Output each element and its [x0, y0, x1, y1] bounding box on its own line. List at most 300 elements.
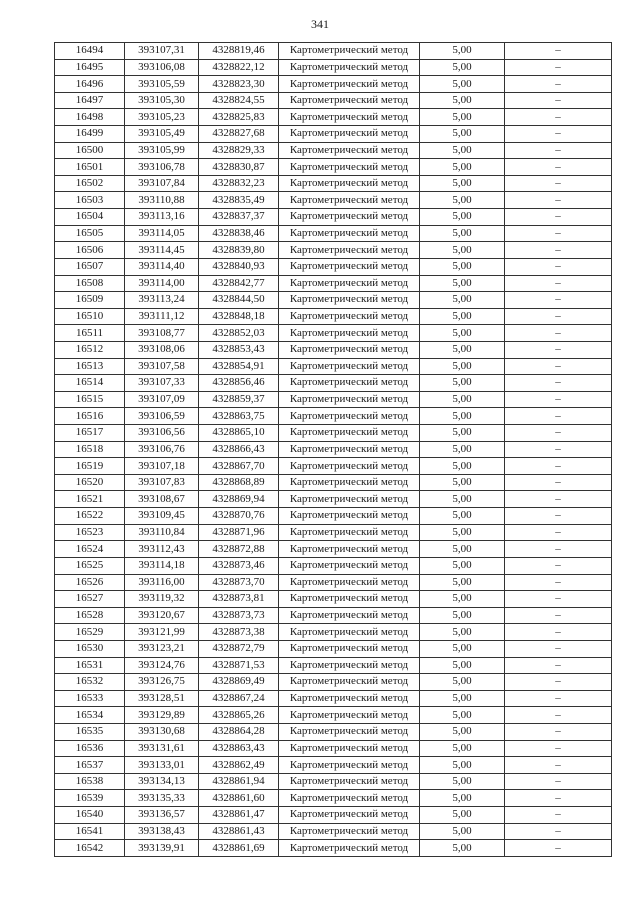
- point-number-cell: 16510: [55, 308, 125, 325]
- point-number-cell: 16496: [55, 76, 125, 93]
- accuracy-cell: 5,00: [420, 43, 505, 60]
- description-cell: –: [505, 690, 612, 707]
- method-cell: Картометрический метод: [279, 508, 420, 525]
- description-cell: –: [505, 142, 612, 159]
- accuracy-cell: 5,00: [420, 209, 505, 226]
- table-row: [55, 757, 612, 774]
- accuracy-cell: 5,00: [420, 740, 505, 757]
- table-row: [55, 640, 612, 657]
- x-coordinate-cell: 393106,78: [125, 159, 199, 176]
- x-coordinate-cell: 393128,51: [125, 690, 199, 707]
- point-number-cell: 16517: [55, 425, 125, 442]
- method-cell: Картометрический метод: [279, 524, 420, 541]
- table-row: [55, 126, 612, 143]
- description-cell: –: [505, 591, 612, 608]
- description-cell: –: [505, 275, 612, 292]
- y-coordinate-cell: 4328869,94: [199, 491, 279, 508]
- accuracy-cell: 5,00: [420, 707, 505, 724]
- description-cell: –: [505, 59, 612, 76]
- point-number-cell: 16533: [55, 690, 125, 707]
- accuracy-cell: 5,00: [420, 341, 505, 358]
- table-row: [55, 690, 612, 707]
- point-number-cell: 16494: [55, 43, 125, 60]
- x-coordinate-cell: 393130,68: [125, 723, 199, 740]
- accuracy-cell: 5,00: [420, 242, 505, 259]
- description-cell: –: [505, 541, 612, 558]
- method-cell: Картометрический метод: [279, 458, 420, 475]
- table-row: [55, 474, 612, 491]
- point-number-cell: 16531: [55, 657, 125, 674]
- y-coordinate-cell: 4328844,50: [199, 292, 279, 309]
- accuracy-cell: 5,00: [420, 557, 505, 574]
- accuracy-cell: 5,00: [420, 840, 505, 857]
- y-coordinate-cell: 4328869,49: [199, 674, 279, 691]
- method-cell: Картометрический метод: [279, 341, 420, 358]
- point-number-cell: 16503: [55, 192, 125, 209]
- table-row: [55, 524, 612, 541]
- table-row: [55, 624, 612, 641]
- method-cell: Картометрический метод: [279, 773, 420, 790]
- accuracy-cell: 5,00: [420, 441, 505, 458]
- description-cell: –: [505, 92, 612, 109]
- description-cell: –: [505, 175, 612, 192]
- y-coordinate-cell: 4328864,28: [199, 723, 279, 740]
- table-row: [55, 43, 612, 60]
- x-coordinate-cell: 393129,89: [125, 707, 199, 724]
- page-number: 341: [311, 17, 329, 31]
- y-coordinate-cell: 4328842,77: [199, 275, 279, 292]
- point-number-cell: 16505: [55, 225, 125, 242]
- coordinates-table: [54, 42, 612, 857]
- y-coordinate-cell: 4328861,94: [199, 773, 279, 790]
- method-cell: Картометрический метод: [279, 109, 420, 126]
- point-number-cell: 16511: [55, 325, 125, 342]
- table-row: [55, 557, 612, 574]
- description-cell: –: [505, 574, 612, 591]
- description-cell: –: [505, 425, 612, 442]
- point-number-cell: 16508: [55, 275, 125, 292]
- x-coordinate-cell: 393119,32: [125, 591, 199, 608]
- method-cell: Картометрический метод: [279, 640, 420, 657]
- table-row: [55, 773, 612, 790]
- point-number-cell: 16497: [55, 92, 125, 109]
- point-number-cell: 16512: [55, 341, 125, 358]
- method-cell: Картометрический метод: [279, 159, 420, 176]
- y-coordinate-cell: 4328873,38: [199, 624, 279, 641]
- x-coordinate-cell: 393107,09: [125, 391, 199, 408]
- x-coordinate-cell: 393106,56: [125, 425, 199, 442]
- table-row: [55, 192, 612, 209]
- table-row: [55, 341, 612, 358]
- table-row: [55, 258, 612, 275]
- y-coordinate-cell: 4328873,73: [199, 607, 279, 624]
- x-coordinate-cell: 393107,18: [125, 458, 199, 475]
- description-cell: –: [505, 159, 612, 176]
- point-number-cell: 16514: [55, 375, 125, 392]
- x-coordinate-cell: 393105,99: [125, 142, 199, 159]
- table-row: [55, 308, 612, 325]
- y-coordinate-cell: 4328830,87: [199, 159, 279, 176]
- x-coordinate-cell: 393113,16: [125, 209, 199, 226]
- x-coordinate-cell: 393107,33: [125, 375, 199, 392]
- accuracy-cell: 5,00: [420, 474, 505, 491]
- y-coordinate-cell: 4328873,81: [199, 591, 279, 608]
- table-row: [55, 358, 612, 375]
- table-row: [55, 491, 612, 508]
- y-coordinate-cell: 4328861,43: [199, 823, 279, 840]
- accuracy-cell: 5,00: [420, 458, 505, 475]
- method-cell: Картометрический метод: [279, 607, 420, 624]
- table-row: [55, 707, 612, 724]
- y-coordinate-cell: 4328873,46: [199, 557, 279, 574]
- x-coordinate-cell: 393106,08: [125, 59, 199, 76]
- accuracy-cell: 5,00: [420, 225, 505, 242]
- point-number-cell: 16536: [55, 740, 125, 757]
- x-coordinate-cell: 393105,23: [125, 109, 199, 126]
- table-row: [55, 408, 612, 425]
- point-number-cell: 16537: [55, 757, 125, 774]
- y-coordinate-cell: 4328863,75: [199, 408, 279, 425]
- x-coordinate-cell: 393131,61: [125, 740, 199, 757]
- method-cell: Картометрический метод: [279, 541, 420, 558]
- y-coordinate-cell: 4328825,83: [199, 109, 279, 126]
- y-coordinate-cell: 4328868,89: [199, 474, 279, 491]
- point-number-cell: 16498: [55, 109, 125, 126]
- x-coordinate-cell: 393114,18: [125, 557, 199, 574]
- x-coordinate-cell: 393110,84: [125, 524, 199, 541]
- x-coordinate-cell: 393107,83: [125, 474, 199, 491]
- description-cell: –: [505, 325, 612, 342]
- description-cell: –: [505, 192, 612, 209]
- accuracy-cell: 5,00: [420, 126, 505, 143]
- accuracy-cell: 5,00: [420, 192, 505, 209]
- x-coordinate-cell: 393109,45: [125, 508, 199, 525]
- point-number-cell: 16540: [55, 807, 125, 824]
- table-row: [55, 225, 612, 242]
- point-number-cell: 16532: [55, 674, 125, 691]
- method-cell: Картометрический метод: [279, 92, 420, 109]
- x-coordinate-cell: 393123,21: [125, 640, 199, 657]
- accuracy-cell: 5,00: [420, 591, 505, 608]
- accuracy-cell: 5,00: [420, 142, 505, 159]
- table-row: [55, 541, 612, 558]
- y-coordinate-cell: 4328861,69: [199, 840, 279, 857]
- x-coordinate-cell: 393136,57: [125, 807, 199, 824]
- x-coordinate-cell: 393124,76: [125, 657, 199, 674]
- table-row: [55, 109, 612, 126]
- y-coordinate-cell: 4328829,33: [199, 142, 279, 159]
- accuracy-cell: 5,00: [420, 358, 505, 375]
- description-cell: –: [505, 225, 612, 242]
- description-cell: –: [505, 408, 612, 425]
- table-row: [55, 375, 612, 392]
- method-cell: Картометрический метод: [279, 740, 420, 757]
- table-row: [55, 425, 612, 442]
- table-row: [55, 840, 612, 857]
- point-number-cell: 16515: [55, 391, 125, 408]
- method-cell: Картометрический метод: [279, 807, 420, 824]
- x-coordinate-cell: 393116,00: [125, 574, 199, 591]
- x-coordinate-cell: 393114,40: [125, 258, 199, 275]
- accuracy-cell: 5,00: [420, 175, 505, 192]
- description-cell: –: [505, 209, 612, 226]
- x-coordinate-cell: 393111,12: [125, 308, 199, 325]
- accuracy-cell: 5,00: [420, 624, 505, 641]
- point-number-cell: 16502: [55, 175, 125, 192]
- y-coordinate-cell: 4328871,53: [199, 657, 279, 674]
- table-row: [55, 275, 612, 292]
- y-coordinate-cell: 4328827,68: [199, 126, 279, 143]
- description-cell: –: [505, 76, 612, 93]
- coordinates-table-body: [55, 43, 612, 857]
- point-number-cell: 16527: [55, 591, 125, 608]
- method-cell: Картометрический метод: [279, 757, 420, 774]
- accuracy-cell: 5,00: [420, 408, 505, 425]
- method-cell: Картометрический метод: [279, 358, 420, 375]
- table-row: [55, 292, 612, 309]
- x-coordinate-cell: 393139,91: [125, 840, 199, 857]
- method-cell: Картометрический метод: [279, 674, 420, 691]
- description-cell: –: [505, 441, 612, 458]
- y-coordinate-cell: 4328838,46: [199, 225, 279, 242]
- table-row: [55, 59, 612, 76]
- method-cell: Картометрический метод: [279, 591, 420, 608]
- x-coordinate-cell: 393106,59: [125, 408, 199, 425]
- description-cell: –: [505, 308, 612, 325]
- description-cell: –: [505, 674, 612, 691]
- y-coordinate-cell: 4328861,60: [199, 790, 279, 807]
- y-coordinate-cell: 4328832,23: [199, 175, 279, 192]
- description-cell: –: [505, 391, 612, 408]
- method-cell: Картометрический метод: [279, 292, 420, 309]
- description-cell: –: [505, 640, 612, 657]
- point-number-cell: 16500: [55, 142, 125, 159]
- method-cell: Картометрический метод: [279, 209, 420, 226]
- y-coordinate-cell: 4328854,91: [199, 358, 279, 375]
- x-coordinate-cell: 393135,33: [125, 790, 199, 807]
- accuracy-cell: 5,00: [420, 757, 505, 774]
- description-cell: –: [505, 723, 612, 740]
- method-cell: Картометрический метод: [279, 308, 420, 325]
- point-number-cell: 16541: [55, 823, 125, 840]
- y-coordinate-cell: 4328866,43: [199, 441, 279, 458]
- accuracy-cell: 5,00: [420, 657, 505, 674]
- description-cell: –: [505, 740, 612, 757]
- table-row: [55, 823, 612, 840]
- description-cell: –: [505, 707, 612, 724]
- x-coordinate-cell: 393108,67: [125, 491, 199, 508]
- method-cell: Картометрический метод: [279, 557, 420, 574]
- y-coordinate-cell: 4328822,12: [199, 59, 279, 76]
- point-number-cell: 16504: [55, 209, 125, 226]
- y-coordinate-cell: 4328863,43: [199, 740, 279, 757]
- description-cell: –: [505, 474, 612, 491]
- point-number-cell: 16530: [55, 640, 125, 657]
- y-coordinate-cell: 4328871,96: [199, 524, 279, 541]
- accuracy-cell: 5,00: [420, 773, 505, 790]
- x-coordinate-cell: 393107,31: [125, 43, 199, 60]
- description-cell: –: [505, 807, 612, 824]
- description-cell: –: [505, 773, 612, 790]
- y-coordinate-cell: 4328823,30: [199, 76, 279, 93]
- x-coordinate-cell: 393108,77: [125, 325, 199, 342]
- method-cell: Картометрический метод: [279, 408, 420, 425]
- description-cell: –: [505, 126, 612, 143]
- x-coordinate-cell: 393126,75: [125, 674, 199, 691]
- accuracy-cell: 5,00: [420, 109, 505, 126]
- table-row: [55, 723, 612, 740]
- method-cell: Картометрический метод: [279, 474, 420, 491]
- x-coordinate-cell: 393114,00: [125, 275, 199, 292]
- method-cell: Картометрический метод: [279, 723, 420, 740]
- description-cell: –: [505, 757, 612, 774]
- x-coordinate-cell: 393133,01: [125, 757, 199, 774]
- y-coordinate-cell: 4328865,26: [199, 707, 279, 724]
- point-number-cell: 16499: [55, 126, 125, 143]
- description-cell: –: [505, 375, 612, 392]
- method-cell: Картометрический метод: [279, 275, 420, 292]
- x-coordinate-cell: 393114,45: [125, 242, 199, 259]
- accuracy-cell: 5,00: [420, 425, 505, 442]
- y-coordinate-cell: 4328867,70: [199, 458, 279, 475]
- method-cell: Картометрический метод: [279, 43, 420, 60]
- accuracy-cell: 5,00: [420, 607, 505, 624]
- y-coordinate-cell: 4328873,70: [199, 574, 279, 591]
- y-coordinate-cell: 4328839,80: [199, 242, 279, 259]
- x-coordinate-cell: 393138,43: [125, 823, 199, 840]
- table-row: [55, 790, 612, 807]
- accuracy-cell: 5,00: [420, 375, 505, 392]
- description-cell: –: [505, 840, 612, 857]
- method-cell: Картометрический метод: [279, 425, 420, 442]
- method-cell: Картометрический метод: [279, 840, 420, 857]
- x-coordinate-cell: 393105,59: [125, 76, 199, 93]
- accuracy-cell: 5,00: [420, 690, 505, 707]
- x-coordinate-cell: 393105,30: [125, 92, 199, 109]
- table-row: [55, 740, 612, 757]
- accuracy-cell: 5,00: [420, 491, 505, 508]
- table-row: [55, 591, 612, 608]
- point-number-cell: 16535: [55, 723, 125, 740]
- description-cell: –: [505, 624, 612, 641]
- point-number-cell: 16519: [55, 458, 125, 475]
- table-row: [55, 242, 612, 259]
- x-coordinate-cell: 393120,67: [125, 607, 199, 624]
- point-number-cell: 16522: [55, 508, 125, 525]
- point-number-cell: 16538: [55, 773, 125, 790]
- y-coordinate-cell: 4328862,49: [199, 757, 279, 774]
- accuracy-cell: 5,00: [420, 807, 505, 824]
- y-coordinate-cell: 4328872,79: [199, 640, 279, 657]
- x-coordinate-cell: 393113,24: [125, 292, 199, 309]
- method-cell: Картометрический метод: [279, 142, 420, 159]
- table-row: [55, 458, 612, 475]
- accuracy-cell: 5,00: [420, 76, 505, 93]
- accuracy-cell: 5,00: [420, 59, 505, 76]
- y-coordinate-cell: 4328837,37: [199, 209, 279, 226]
- method-cell: Картометрический метод: [279, 690, 420, 707]
- accuracy-cell: 5,00: [420, 823, 505, 840]
- description-cell: –: [505, 557, 612, 574]
- y-coordinate-cell: 4328872,88: [199, 541, 279, 558]
- method-cell: Картометрический метод: [279, 707, 420, 724]
- x-coordinate-cell: 393107,58: [125, 358, 199, 375]
- accuracy-cell: 5,00: [420, 541, 505, 558]
- point-number-cell: 16526: [55, 574, 125, 591]
- y-coordinate-cell: 4328856,46: [199, 375, 279, 392]
- y-coordinate-cell: 4328835,49: [199, 192, 279, 209]
- x-coordinate-cell: 393108,06: [125, 341, 199, 358]
- table-row: [55, 209, 612, 226]
- accuracy-cell: 5,00: [420, 524, 505, 541]
- description-cell: –: [505, 358, 612, 375]
- table-row: [55, 92, 612, 109]
- description-cell: –: [505, 109, 612, 126]
- point-number-cell: 16509: [55, 292, 125, 309]
- description-cell: –: [505, 292, 612, 309]
- point-number-cell: 16495: [55, 59, 125, 76]
- accuracy-cell: 5,00: [420, 159, 505, 176]
- accuracy-cell: 5,00: [420, 574, 505, 591]
- y-coordinate-cell: 4328848,18: [199, 308, 279, 325]
- x-coordinate-cell: 393106,76: [125, 441, 199, 458]
- table-row: [55, 574, 612, 591]
- point-number-cell: 16513: [55, 358, 125, 375]
- x-coordinate-cell: 393105,49: [125, 126, 199, 143]
- accuracy-cell: 5,00: [420, 790, 505, 807]
- point-number-cell: 16528: [55, 607, 125, 624]
- point-number-cell: 16507: [55, 258, 125, 275]
- point-number-cell: 16525: [55, 557, 125, 574]
- table-row: [55, 607, 612, 624]
- description-cell: –: [505, 458, 612, 475]
- y-coordinate-cell: 4328819,46: [199, 43, 279, 60]
- table-row: [55, 325, 612, 342]
- x-coordinate-cell: 393121,99: [125, 624, 199, 641]
- method-cell: Картометрический метод: [279, 574, 420, 591]
- accuracy-cell: 5,00: [420, 508, 505, 525]
- method-cell: Картометрический метод: [279, 441, 420, 458]
- point-number-cell: 16506: [55, 242, 125, 259]
- point-number-cell: 16539: [55, 790, 125, 807]
- point-number-cell: 16534: [55, 707, 125, 724]
- point-number-cell: 16523: [55, 524, 125, 541]
- table-row: [55, 142, 612, 159]
- point-number-cell: 16521: [55, 491, 125, 508]
- accuracy-cell: 5,00: [420, 674, 505, 691]
- table-row: [55, 441, 612, 458]
- y-coordinate-cell: 4328824,55: [199, 92, 279, 109]
- description-cell: –: [505, 790, 612, 807]
- table-row: [55, 175, 612, 192]
- accuracy-cell: 5,00: [420, 292, 505, 309]
- accuracy-cell: 5,00: [420, 92, 505, 109]
- method-cell: Картометрический метод: [279, 391, 420, 408]
- accuracy-cell: 5,00: [420, 308, 505, 325]
- table-row: [55, 391, 612, 408]
- method-cell: Картометрический метод: [279, 624, 420, 641]
- method-cell: Картометрический метод: [279, 225, 420, 242]
- description-cell: –: [505, 823, 612, 840]
- accuracy-cell: 5,00: [420, 275, 505, 292]
- y-coordinate-cell: 4328867,24: [199, 690, 279, 707]
- method-cell: Картометрический метод: [279, 258, 420, 275]
- point-number-cell: 16520: [55, 474, 125, 491]
- method-cell: Картометрический метод: [279, 242, 420, 259]
- method-cell: Картометрический метод: [279, 491, 420, 508]
- x-coordinate-cell: 393134,13: [125, 773, 199, 790]
- y-coordinate-cell: 4328853,43: [199, 341, 279, 358]
